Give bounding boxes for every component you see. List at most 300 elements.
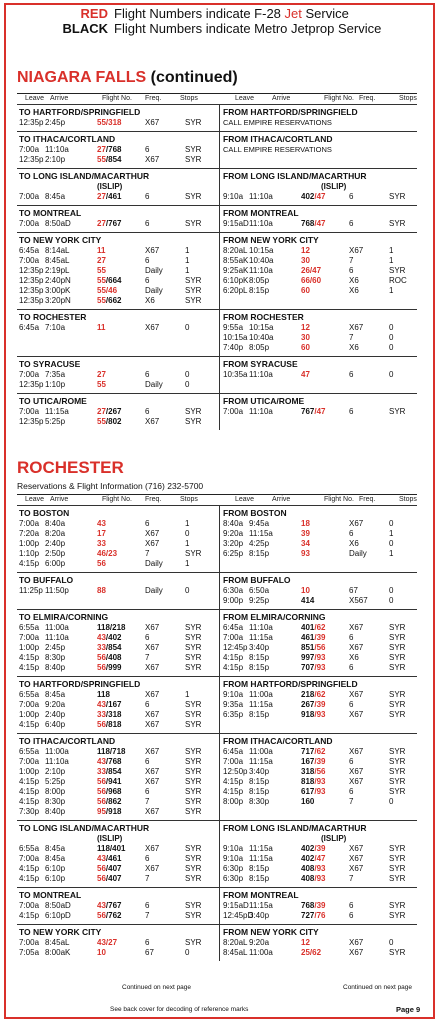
- schedule-row: [17, 323, 217, 333]
- leave-time: 6:30p: [223, 864, 244, 873]
- frequency: X67: [145, 155, 160, 164]
- flight-number-jetprop: 160: [301, 797, 315, 806]
- schedule-row: [17, 653, 217, 663]
- route-group: [17, 309, 417, 356]
- frequency: Daily: [145, 559, 163, 568]
- flight-number-jet: 11: [97, 246, 106, 255]
- arrive-time: 11:00a: [249, 747, 273, 756]
- leave-time: 6:55a: [19, 623, 40, 632]
- arrive-time: 11:10a: [249, 219, 273, 228]
- leave-time: 6:55a: [19, 844, 40, 853]
- stops: SYR: [185, 747, 202, 756]
- schedule-row: [17, 757, 217, 767]
- schedule-row: [17, 710, 217, 720]
- stops: 1: [185, 266, 190, 275]
- stops: 1: [389, 246, 394, 255]
- route-note: CALL EMPIRE RESERVATIONS: [223, 145, 332, 154]
- frequency: 6: [145, 519, 150, 528]
- schedule-row: [17, 145, 217, 155]
- frequency: 6: [349, 911, 354, 920]
- leave-time: 6:45a: [223, 747, 244, 756]
- frequency: X67: [349, 864, 364, 873]
- route-group: [17, 205, 417, 232]
- arrive-time: 11:15a: [249, 901, 273, 910]
- schedule-row: [221, 757, 421, 767]
- leave-time: 6:30a: [223, 586, 244, 595]
- arrive-time: 9:20a: [249, 938, 270, 947]
- route-group: [17, 104, 417, 131]
- flight-number: [97, 720, 121, 730]
- arrive-time: 8:15p: [249, 549, 270, 558]
- flight-number-jetprop: 118: [97, 690, 110, 699]
- flight-number: [97, 938, 117, 948]
- column-label-freq: Freq.: [145, 95, 162, 102]
- arrive-time: 2:45p: [45, 643, 66, 652]
- column-label-flight-no: Flight No.: [324, 95, 354, 102]
- group-divider: [17, 609, 417, 610]
- flight-number: [97, 787, 121, 797]
- flight-number-jetprop: 727: [301, 911, 315, 920]
- column-label-arrive: Arrive: [272, 496, 291, 503]
- leave-time: 4:15p: [223, 777, 244, 786]
- schedule-row: [221, 690, 421, 700]
- stops: 1: [185, 256, 190, 265]
- flight-number-jetprop: /854: [105, 767, 122, 776]
- group-divider: [17, 733, 417, 734]
- flight-number-jet: /47: [314, 407, 326, 416]
- flight-number-jet: 55: [97, 417, 106, 426]
- stops: SYR: [389, 663, 406, 672]
- flight-number-jet: 43: [97, 854, 106, 863]
- arrive-time: 11:10a: [45, 145, 69, 154]
- route-group: [17, 131, 417, 168]
- arrive-time: 6:50a: [249, 586, 270, 595]
- leave-time: 9:35a: [223, 700, 244, 709]
- stops: SYR: [389, 901, 406, 910]
- column-label-freq: Freq.: [359, 95, 376, 102]
- flight-number-jetprop: /461: [105, 192, 122, 201]
- flight-number: [301, 757, 325, 767]
- flight-number-jetprop: /918: [105, 807, 122, 816]
- arrive-time: 8:50aD: [45, 219, 71, 228]
- legend-red-row: [40, 6, 435, 21]
- column-label-arrive: Arrive: [50, 95, 69, 102]
- leave-time: 4:15p: [223, 653, 244, 662]
- stops: SYR: [389, 757, 406, 766]
- frequency: X567: [349, 596, 368, 605]
- flight-number-jet: /76: [314, 911, 326, 920]
- leave-time: 12:35p: [19, 286, 44, 295]
- column-label-freq: Freq.: [145, 496, 162, 503]
- leave-time: 6:35p: [223, 710, 244, 719]
- flight-number-jetprop: 402: [301, 854, 315, 863]
- frequency: 6: [145, 145, 150, 154]
- flight-number-jet: 55: [97, 380, 106, 389]
- leave-time: 7:00a: [19, 938, 40, 947]
- route-header-to: TO HARTFORD/SPRINGFIELD: [19, 107, 141, 117]
- flight-number-jet: 27: [97, 145, 106, 154]
- arrive-time: 3:20pN: [45, 296, 71, 305]
- schedule-row: [17, 690, 217, 700]
- flight-number-jetprop: 167: [301, 757, 315, 766]
- leave-time: 9:15aD: [223, 901, 249, 910]
- flight-number-jet: /62: [314, 623, 326, 632]
- column-divider: [219, 733, 220, 820]
- arrive-time: 8:05p: [249, 276, 270, 285]
- arrive-time: 10:40a: [249, 256, 274, 265]
- schedule-row: [221, 596, 421, 606]
- arrive-time: 8:40p: [45, 663, 66, 672]
- flight-number: [301, 192, 325, 202]
- route-header-from: FROM HARTFORD/SPRINGFIELD: [223, 679, 358, 689]
- schedule-row: [17, 911, 217, 921]
- group-divider: [17, 820, 417, 821]
- route-group: [17, 232, 417, 309]
- frequency: X67: [349, 519, 364, 528]
- arrive-time: 8:45a: [45, 192, 66, 201]
- schedule-row: [221, 864, 421, 874]
- flight-number-jet: 56: [97, 787, 106, 796]
- frequency: X67: [349, 690, 364, 699]
- leave-time: 8:20aL: [223, 246, 248, 255]
- frequency: X67: [145, 720, 160, 729]
- arrive-time: 8:14aL: [45, 246, 70, 255]
- schedule-row: [221, 370, 421, 380]
- arrive-time: 8:15p: [249, 663, 270, 672]
- stops: SYR: [389, 844, 406, 853]
- leave-time: 7:00a: [223, 633, 244, 642]
- stops: 1: [185, 559, 190, 568]
- route-header-to: TO SYRACUSE: [19, 359, 81, 369]
- schedule-row: [17, 276, 217, 286]
- flight-number: [301, 539, 310, 549]
- arrive-time: 8:30p: [249, 797, 270, 806]
- schedule-row: [17, 370, 217, 380]
- schedule-row: [17, 586, 217, 596]
- column-divider: [219, 356, 220, 393]
- route-header-to: TO BUFFALO: [19, 575, 74, 585]
- flight-number-jet: 43: [97, 901, 106, 910]
- schedule-row: [221, 797, 421, 807]
- flight-number: [301, 343, 310, 353]
- route-header-from: FROM ITHACA/CORTLAND: [223, 736, 333, 746]
- flight-number-jet: 11: [97, 323, 106, 332]
- arrive-time: 2:10p: [45, 767, 66, 776]
- schedule-row: [221, 276, 421, 286]
- schedule-row: [221, 653, 421, 663]
- stops: SYR: [185, 118, 202, 127]
- frequency: 7: [145, 797, 150, 806]
- flight-number: [301, 596, 314, 606]
- frequency: 6: [349, 700, 354, 709]
- schedule-row: [221, 911, 421, 921]
- leave-time: 8:45aL: [223, 948, 248, 957]
- stops: SYR: [185, 286, 202, 295]
- frequency: X6: [145, 296, 155, 305]
- flight-number-jetprop: 617: [301, 787, 315, 796]
- leave-time: 7:00a: [223, 407, 244, 416]
- schedule-row: [17, 787, 217, 797]
- legend-black-text: Flight Numbers indicate Metro Jetprop Service: [114, 21, 382, 36]
- arrive-time: 11:10a: [249, 407, 273, 416]
- leave-time: 7:00a: [19, 633, 40, 642]
- arrive-time: 11:10a: [249, 192, 273, 201]
- stops: 0: [389, 797, 394, 806]
- flight-number-jet: 12: [301, 323, 310, 332]
- schedule-row: [221, 633, 421, 643]
- schedule-row: [17, 623, 217, 633]
- arrive-time: 11:00a: [249, 948, 273, 957]
- frequency: 6: [145, 256, 150, 265]
- stops: 1: [185, 519, 190, 528]
- leave-time: 4:15p: [19, 911, 40, 920]
- schedule-row: [221, 192, 421, 202]
- arrive-time: 11:10a: [249, 370, 273, 379]
- frequency: X67: [145, 246, 160, 255]
- schedule-row: [17, 643, 217, 653]
- legend-black-label: BLACK: [62, 21, 108, 36]
- arrive-time: 2:10p: [45, 155, 66, 164]
- flight-number: [301, 653, 325, 663]
- flight-number: [97, 767, 121, 777]
- frequency: X67: [145, 539, 160, 548]
- flight-number-jet: 55: [97, 276, 106, 285]
- flight-number: [97, 901, 121, 911]
- arrive-time: 11:15a: [249, 854, 273, 863]
- arrive-time: 6:10p: [45, 864, 66, 873]
- legend-black-row: [40, 21, 435, 36]
- leave-time: 6:45a: [19, 246, 40, 255]
- arrive-time: 10:40a: [249, 333, 274, 342]
- frequency: 7: [145, 911, 150, 920]
- flight-number-jet: 55/46: [97, 286, 118, 295]
- arrive-time: 11:15a: [249, 633, 273, 642]
- flight-number: [301, 777, 325, 787]
- frequency: X67: [145, 690, 160, 699]
- leave-time: 4:15p: [19, 777, 40, 786]
- column-label-flight-no: Flight No.: [324, 496, 354, 503]
- leave-time: 9:10a: [223, 854, 244, 863]
- flight-number: [97, 777, 121, 787]
- flight-number: [97, 276, 121, 286]
- leave-time: 12:35p: [19, 417, 44, 426]
- group-divider: [17, 356, 417, 357]
- legend-red-label: RED: [80, 6, 108, 21]
- leave-time: 8:00p: [223, 797, 244, 806]
- arrive-time: 8:15p: [249, 787, 270, 796]
- route-header-from: FROM BUFFALO: [223, 575, 291, 585]
- frequency: X6: [349, 343, 359, 352]
- arrive-time: 8:00aK: [45, 948, 71, 957]
- leave-time: 4:15p: [19, 864, 40, 873]
- route-header-from: FROM ROCHESTER: [223, 312, 304, 322]
- stops: SYR: [389, 192, 406, 201]
- stops: 0: [185, 948, 190, 957]
- stops: SYR: [389, 777, 406, 786]
- route-header-to: TO LONG ISLAND/MACARTHUR: [19, 171, 150, 181]
- flight-number-jet: /56: [314, 767, 326, 776]
- route-group: [17, 733, 417, 820]
- stops: SYR: [185, 663, 202, 672]
- leave-time: 9:10a: [223, 844, 244, 853]
- frequency: 6: [349, 407, 354, 416]
- flight-number-jetprop: 408: [301, 864, 315, 873]
- flight-number: [301, 901, 325, 911]
- leave-time: 4:15p: [223, 663, 244, 672]
- frequency: 6: [145, 700, 150, 709]
- frequency: 7: [145, 549, 150, 558]
- column-label-leave: Leave: [25, 496, 45, 503]
- flight-number-jet: 33: [97, 710, 106, 719]
- flight-number-jetprop: /767: [105, 901, 122, 910]
- schedule-row: [221, 623, 421, 633]
- flight-number-jetprop: 717: [301, 747, 315, 756]
- schedule-row: [17, 539, 217, 549]
- flight-number: [97, 797, 121, 807]
- frequency: X67: [145, 118, 160, 127]
- stops: SYR: [185, 797, 202, 806]
- leave-time: 8:20aL: [223, 938, 248, 947]
- route-note: CALL EMPIRE RESERVATIONS: [223, 118, 332, 127]
- leave-time: 7:00a: [19, 192, 40, 201]
- arrive-time: 3:40p: [249, 767, 270, 776]
- frequency: X67: [349, 246, 364, 255]
- schedule-row: [221, 529, 421, 539]
- schedule-row: [17, 155, 217, 165]
- leave-time: 3:20p: [223, 539, 244, 548]
- stops: SYR: [185, 219, 202, 228]
- flight-number-jetprop: /664: [105, 276, 122, 285]
- stops: SYR: [389, 911, 406, 920]
- frequency: 6: [145, 757, 150, 766]
- flight-number: [97, 370, 106, 380]
- flight-number-jet: 33: [97, 767, 106, 776]
- leave-time: 9:10a: [223, 690, 244, 699]
- frequency: 6: [145, 192, 150, 201]
- flight-number-jet: 33: [97, 539, 106, 548]
- flight-number: [97, 757, 121, 767]
- route-header-from: FROM LONG ISLAND/MACARTHUR: [223, 171, 367, 181]
- schedule-row: [17, 246, 217, 256]
- leave-time: 10:35a: [223, 370, 248, 379]
- frequency: X67: [349, 767, 364, 776]
- flight-number-jet: 88: [97, 586, 106, 595]
- flight-number: [97, 246, 105, 256]
- flight-number: [301, 700, 325, 710]
- flight-number-jet: 10: [301, 586, 310, 595]
- schedule-row: [17, 854, 217, 864]
- column-label-stops: Stops: [180, 95, 198, 102]
- flight-number-jet: /93: [314, 653, 326, 662]
- group-divider: [17, 131, 417, 132]
- route-group: [17, 609, 417, 676]
- flight-number: [97, 948, 106, 958]
- arrive-time: 6:10p: [45, 874, 66, 883]
- leave-time: 8:55aK: [223, 256, 249, 265]
- flight-number: [97, 844, 125, 854]
- stops: 0: [185, 529, 190, 538]
- route-header-from: FROM MONTREAL: [223, 208, 299, 218]
- frequency: Daily: [145, 380, 163, 389]
- leave-time: 7:00a: [19, 407, 40, 416]
- continued-note-right: Continued on next page: [343, 984, 413, 991]
- frequency: 6: [145, 901, 150, 910]
- flight-number-jetprop: /818: [105, 720, 122, 729]
- page-number: Page 9: [396, 1005, 421, 1014]
- frequency: X6: [349, 286, 359, 295]
- group-divider: [17, 168, 417, 169]
- flight-number-jet: 43: [97, 757, 106, 766]
- leave-time: 4:15p: [19, 663, 40, 672]
- stops: ROC: [389, 276, 407, 285]
- schedule-row: [17, 407, 217, 417]
- flight-number: [97, 854, 121, 864]
- frequency: X67: [145, 643, 160, 652]
- flight-number: [301, 643, 325, 653]
- flight-number-jetprop: /802: [105, 417, 122, 426]
- flight-number: [97, 663, 121, 673]
- column-label-stops: Stops: [399, 95, 417, 102]
- leave-time: 4:15p: [19, 874, 40, 883]
- flight-number-jet: /93: [314, 710, 326, 719]
- flight-number-jetprop: /968: [105, 787, 122, 796]
- frequency: 6: [145, 787, 150, 796]
- frequency: Daily: [145, 586, 163, 595]
- stops: 0: [389, 596, 394, 605]
- flight-number-jet: 56: [97, 797, 106, 806]
- leave-time: 7:00a: [19, 901, 40, 910]
- arrive-time: 6:10pD: [45, 911, 71, 920]
- frequency: X67: [349, 854, 364, 863]
- group-divider: [17, 232, 417, 233]
- frequency: X67: [145, 844, 160, 853]
- column-label-stops: Stops: [180, 496, 198, 503]
- stops: 1: [389, 256, 394, 265]
- flight-number-jetprop: 767: [301, 407, 315, 416]
- stops: SYR: [185, 911, 202, 920]
- leave-time: 1:10p: [19, 549, 40, 558]
- flight-number: [97, 643, 121, 653]
- leave-time: 4:15p: [19, 720, 40, 729]
- stops: SYR: [185, 155, 202, 164]
- flight-number-jet: 27: [97, 192, 106, 201]
- frequency: 6: [145, 370, 150, 379]
- flight-number-jetprop: /767: [105, 219, 122, 228]
- arrive-time: 2:19pL: [45, 266, 70, 275]
- leave-time: 1:00p: [19, 767, 40, 776]
- flight-number-jet: /39: [314, 757, 326, 766]
- section-title-niagara-falls: NIAGARA FALLS (continued): [17, 69, 238, 86]
- leave-time: 1:00p: [19, 539, 40, 548]
- schedule-row: [221, 710, 421, 720]
- stops: SYR: [389, 633, 406, 642]
- frequency: 6: [349, 787, 354, 796]
- schedule-row: [17, 286, 217, 296]
- arrive-time: 11:50p: [45, 586, 69, 595]
- route-header-from: FROM HARTFORD/SPRINGFIELD: [223, 107, 358, 117]
- flight-number: [97, 874, 121, 884]
- flight-number-jet: /39: [314, 901, 326, 910]
- stops: SYR: [185, 192, 202, 201]
- schedule-row: [17, 948, 217, 958]
- group-divider: [17, 505, 417, 506]
- flight-number-jet: 30: [301, 256, 310, 265]
- stops: SYR: [185, 807, 202, 816]
- section-title-rochester: ROCHESTER: [17, 458, 124, 477]
- route-header-from: FROM SYRACUSE: [223, 359, 298, 369]
- arrive-time: 2:40p: [45, 539, 66, 548]
- leave-time: 9:15aD: [223, 219, 249, 228]
